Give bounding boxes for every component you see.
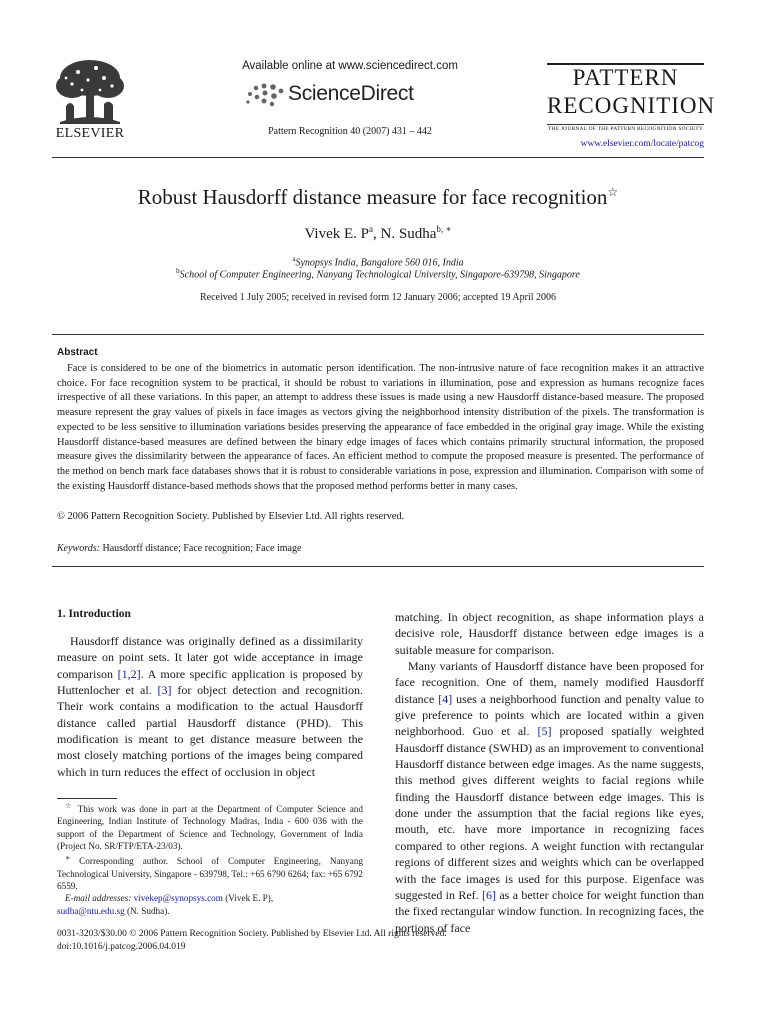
email-owner: (Vivek E. P), [222, 893, 274, 904]
footnote-corresponding [57, 852, 363, 892]
title-footnote-mark[interactable]: ☆ [607, 185, 619, 199]
citation-link[interactable]: [5] [537, 724, 552, 739]
journal-subtitle: THE JOURNAL OF THE PATTERN RECOGNITION SOCIETY [547, 126, 704, 132]
affiliation-b [52, 267, 704, 280]
email-label: E-mail addresses: [65, 893, 132, 904]
paper-title [52, 185, 704, 210]
citation-link[interactable]: [6] [482, 887, 497, 902]
footer-issn-line: 0031-3203/$30.00 © 2006 Pattern Recognition Society. Published by Elsevier Ltd. All rights reserved. [57, 929, 447, 939]
footnote-funding [57, 800, 363, 852]
paragraph-text: . A more specific application is proposed by Huttenlocher et al. [57, 666, 363, 698]
publisher-name: ELSEVIER [55, 126, 125, 141]
author-name: N. Sudha [380, 226, 437, 242]
affiliation-a-text: Synopsys India, Bangalore 560 016, India [295, 257, 464, 269]
section-heading-introduction: 1. Introduction [57, 608, 131, 620]
journal-title-line2: RECOGNITION [547, 93, 716, 118]
intro-paragraph-1 [57, 633, 363, 780]
footnotes [57, 800, 363, 917]
footnote-star-mark: ☆ [65, 801, 74, 810]
footnote-asterisk-mark: ∗ [65, 853, 71, 863]
affiliation-a-mark: a [292, 255, 296, 263]
intro-paragraph-2 [395, 658, 704, 936]
paragraph-text: for object detection and recognition. Their work contains a modification to the actual Hausdorff distance called partial Hausdorff distance (PHD). This modification is meant to get distance measure between the most closely matching portions of the images being compared which in turn reduces the effect of occlusion in object [57, 683, 363, 779]
abstract-top-rule [52, 334, 704, 335]
abstract-copyright: © 2006 Pattern Recognition Society. Published by Elsevier Ltd. All rights reserved. [57, 511, 405, 522]
email-link[interactable]: sudha@ntu.edu.sg [57, 905, 125, 916]
author-list [52, 224, 704, 243]
intro-column-right [395, 609, 704, 936]
citation-link[interactable]: [1,2] [117, 666, 141, 681]
footer-doi-line[interactable]: doi:10.1016/j.patcog.2006.04.019 [57, 942, 186, 952]
abstract-heading: Abstract [57, 347, 98, 358]
affiliation-mark[interactable]: a [369, 224, 374, 234]
paragraph-text: as a better choice for weight function than the fixed rectangular window function. In recognizing faces, the portions of face [395, 887, 704, 935]
citation-link[interactable]: [4] [438, 691, 453, 706]
keywords-label: Keywords: [57, 543, 100, 554]
paper-title-text: Robust Hausdorff distance measure for face recognition [137, 185, 608, 209]
intro-paragraph-continued: matching. In object recognition, as shape information plays a decisive role, Hausdorff distance between edge images is a suitable measure for comparison. [395, 610, 704, 657]
paragraph-text: uses a neighborhood function and penalty value to give preference to points which are located within a given neighborhood. Guo et al. [395, 691, 704, 739]
footnote-text: This work was done in part at the Department of Computer Science and Engineering, Indian Institute of Technology Madras, India - 600 036 with the support of the Department of Science and Technology, Government of India (Project No. SR/FTP/ETA-23/03). [57, 804, 363, 851]
available-online-text: Available online at www.sciencedirect.com [242, 60, 458, 72]
abstract-bottom-rule [52, 566, 704, 567]
affiliation-b-text: School of Computer Engineering, Nanyang Technological University, Singapore-639798, Singapore [179, 269, 580, 281]
sciencedirect-dots-icon [244, 82, 286, 108]
paragraph-text: Hausdorff distance was originally defined as a dissimilarity measure on point sets. It later got wide acceptance in image comparison [57, 634, 363, 681]
author-separator: , [373, 226, 381, 242]
keywords [57, 543, 704, 554]
sciencedirect-wordmark: ScienceDirect [288, 82, 414, 105]
affiliation-mark[interactable]: b, ∗ [436, 224, 452, 234]
sciencedirect-logo [244, 80, 444, 110]
email-owner: (N. Sudha). [124, 905, 170, 916]
intro-column-left [57, 633, 363, 780]
paragraph-text: Many variants of Hausdorff distance have been proposed for face recognition. One of them, namely modified Hausdorff distance [395, 659, 704, 706]
header-divider [52, 157, 704, 158]
email-link[interactable]: vivekep@synopsys.com [133, 893, 223, 904]
paragraph-text: proposed spatially weighted Hausdorff distance (SWHD) as an improvement to conventional Hausdorff distance between edge images. As the name suggests, this method gives different weights to facial regions while finding the Hausdorff distance between edge images. This is done under the assumption that the facial regions like eyes, mouth, etc. have more importance in recognizing faces compared to other regions. A weight function with rectangular regions of different sizes and weights which can be overlapped with the face images is used for this purpose. Eigenface was suggested in Ref. [395, 724, 704, 902]
author-name: Vivek E. P [304, 226, 370, 242]
journal-title-line1: PATTERN [572, 65, 679, 90]
affiliation-b-mark: b [176, 267, 180, 275]
footnote-divider [57, 798, 117, 799]
journal-citation: Pattern Recognition 40 (2007) 431 – 442 [268, 126, 432, 137]
received-dates: Received 1 July 2005; received in revised form 12 January 2006; accepted 19 April 2006 [199, 292, 556, 303]
citation-link[interactable]: [3] [157, 683, 172, 698]
journal-url-link[interactable]: www.elsevier.com/locate/patcog [580, 139, 704, 149]
keywords-list: Hausdorff distance; Face recognition; Face image [102, 543, 302, 554]
abstract-body: Face is considered to be one of the biometrics in automatic person identification. The non-intrusive nature of face recognition makes it an attractive choice. For face recognition system to be practical, it should be robust to variations in illumination, pose and expression as humans recognize faces irrespective of all these variations. In this paper, an attempt to address these issues is made using a new Hausdorff distance-based measure. The proposed measure represent the gray values of pixels in face images as vectors giving the neighborhood intensity distribution of the pixels. The transformation is expected to be less sensitive to illumination variations besides preserving the appearance of face embedded in the original gray image. While the existing Hausdorff distance-based measures are defined between the binary edge images of faces which contains primarily structural information, the proposed measure gives the dissimilarity between the appearance of faces. An efficient method to compute the proposed measure is presented. The performance of the method on bench mark face databases shows that it is robust to considerable variations in pose, expression and illumination. Comparison with some of the existing Hausdorff distance-based methods shows that the proposed method performs better in many cases. [57, 363, 704, 492]
footnote-text: Corresponding author. School of Computer Engineering, Nanyang Technological University, Singapore - 639798, Tel.: +65 6790 6264; fax: +65 6792 6559. [57, 856, 364, 891]
footnote-emails [57, 892, 363, 917]
